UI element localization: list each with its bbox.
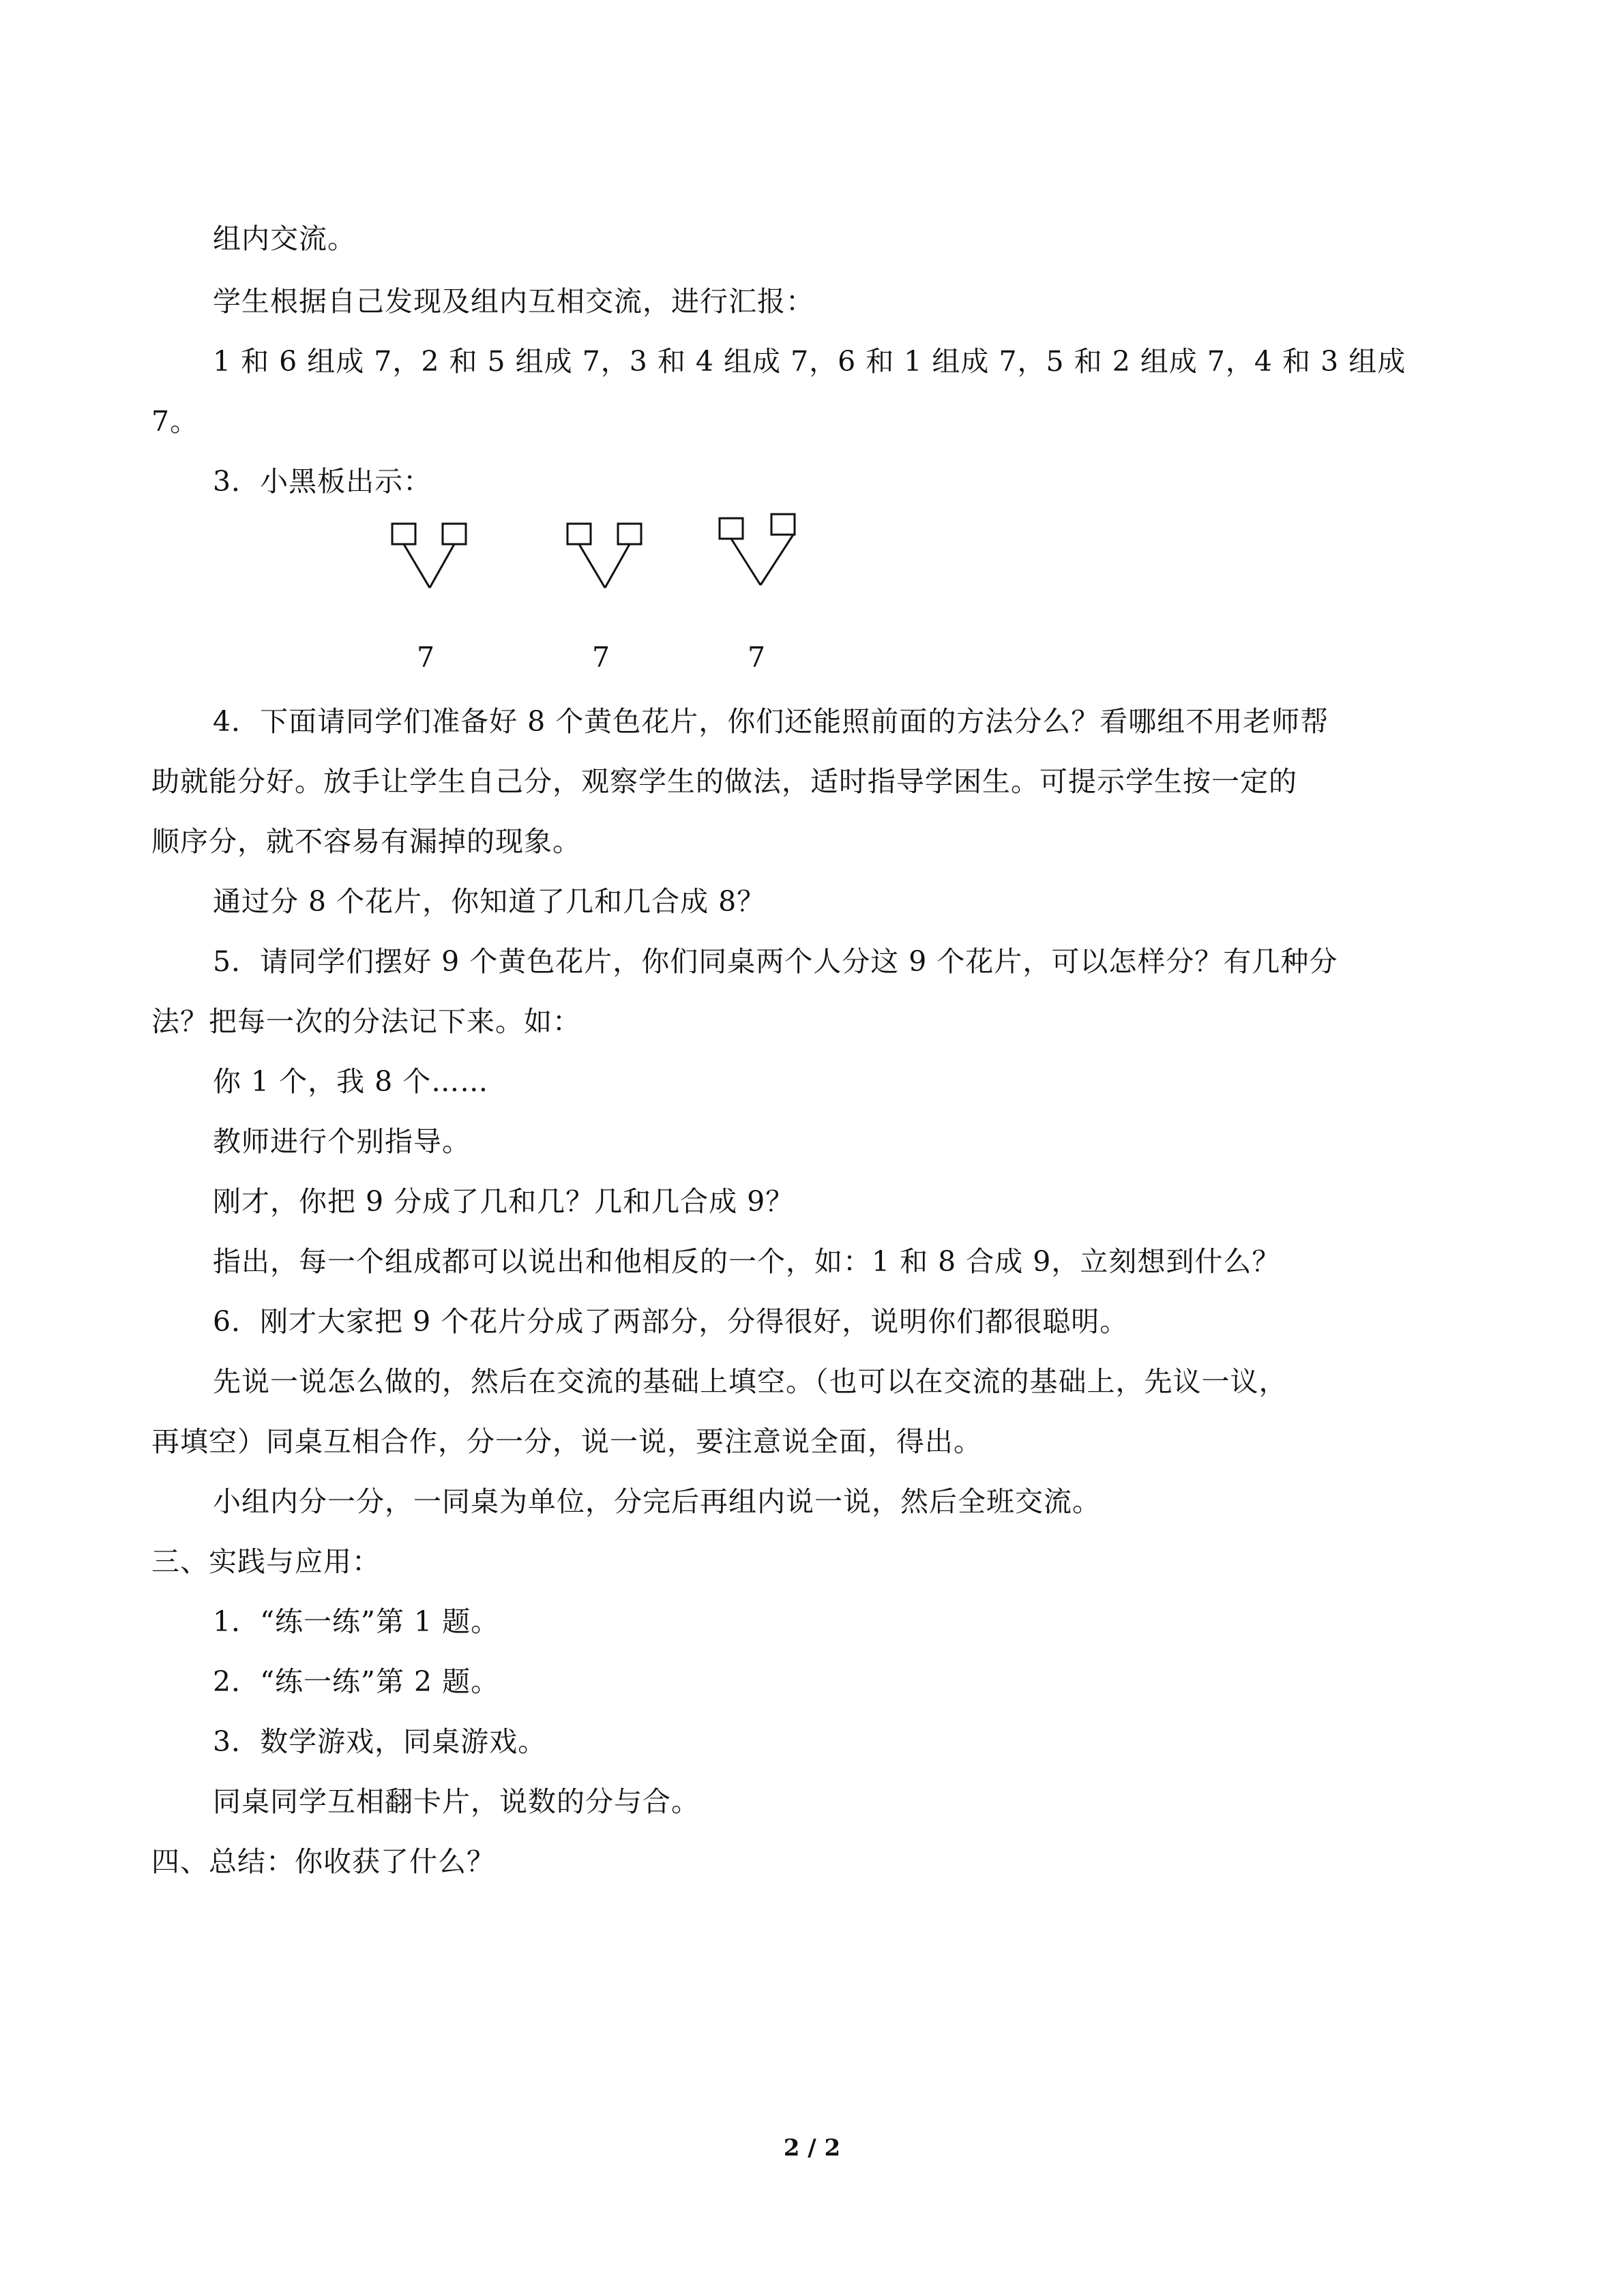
paragraph-line: 再填空）同桌互相合作，分一分，说一说，要注意说全面，得出。: [151, 1425, 982, 1458]
paragraph-line: 同桌同学互相翻卡片，说数的分与合。: [213, 1785, 700, 1818]
paragraph-line: 5．请同学们摆好 9 个黄色花片，你们同桌两个人分这 9 个花片，可以怎样分？有几种分: [213, 945, 1338, 978]
paragraph-line: 教师进行个别指导。: [213, 1125, 471, 1158]
paragraph-line: 2．“练一练”第 2 题。: [213, 1665, 500, 1698]
blank-box: [771, 514, 795, 535]
blank-box: [443, 524, 466, 544]
split-tree-diagram: [375, 505, 853, 682]
total-number: 7: [592, 641, 610, 674]
paragraph-line: 1 和 6 组成 7，2 和 5 组成 7，3 和 4 组成 7，6 和 1 组成 7，5 和 2 组成 7，4 和 3 组成: [213, 345, 1406, 378]
paragraph-line: 通过分 8 个花片，你知道了几和几合成 8？: [213, 885, 766, 918]
total-number: 7: [748, 641, 766, 674]
blank-box: [392, 524, 415, 544]
paragraph-line: 顺序分，就不容易有漏掉的现象。: [151, 825, 581, 858]
paragraph-line: 7。: [151, 405, 199, 438]
section-heading: 四、总结：你收获了什么？: [151, 1845, 495, 1878]
blank-box: [618, 524, 641, 544]
composition-diagram: [375, 505, 853, 682]
paragraph-line: 先说一说怎么做的，然后在交流的基础上填空。（也可以在交流的基础上，先议一议，: [213, 1365, 1288, 1398]
paragraph-line: 刚才，你把 9 分成了几和几？几和几合成 9？: [213, 1185, 795, 1218]
blank-box: [567, 524, 591, 544]
paragraph-line: 1．“练一练”第 1 题。: [213, 1605, 500, 1638]
paragraph-line: 4．下面请同学们准备好 8 个黄色花片，你们还能照前面的方法分么？看哪组不用老师帮: [213, 705, 1329, 738]
paragraph-line: 3．数学游戏，同桌游戏。: [213, 1725, 547, 1758]
paragraph-line: 你 1 个，我 8 个……: [213, 1065, 489, 1098]
blank-box: [720, 518, 743, 539]
paragraph-line: 学生根据自己发现及组内互相交流，进行汇报：: [213, 285, 814, 318]
paragraph-line: 助就能分好。放手让学生自己分，观察学生的做法，适时指导学困生。可提示学生按一定的: [151, 765, 1297, 798]
total-number: 7: [417, 641, 435, 674]
paragraph-line: 3．小黑板出示：: [213, 465, 432, 498]
paragraph-line: 法？把每一次的分法记下来。如：: [151, 1005, 581, 1038]
paragraph-line: 6．刚才大家把 9 个花片分成了两部分，分得很好，说明你们都很聪明。: [213, 1305, 1129, 1338]
page-number: 2 / 2: [783, 2134, 841, 2162]
paragraph-line: 小组内分一分，一同桌为单位，分完后再组内说一说，然后全班交流。: [213, 1485, 1101, 1518]
section-heading: 三、实践与应用：: [151, 1545, 381, 1578]
paragraph-line: 指出，每一个组成都可以说出和他相反的一个，如：1 和 8 合成 9，立刻想到什么？: [213, 1245, 1281, 1278]
paragraph-line: 组内交流。: [213, 222, 356, 255]
